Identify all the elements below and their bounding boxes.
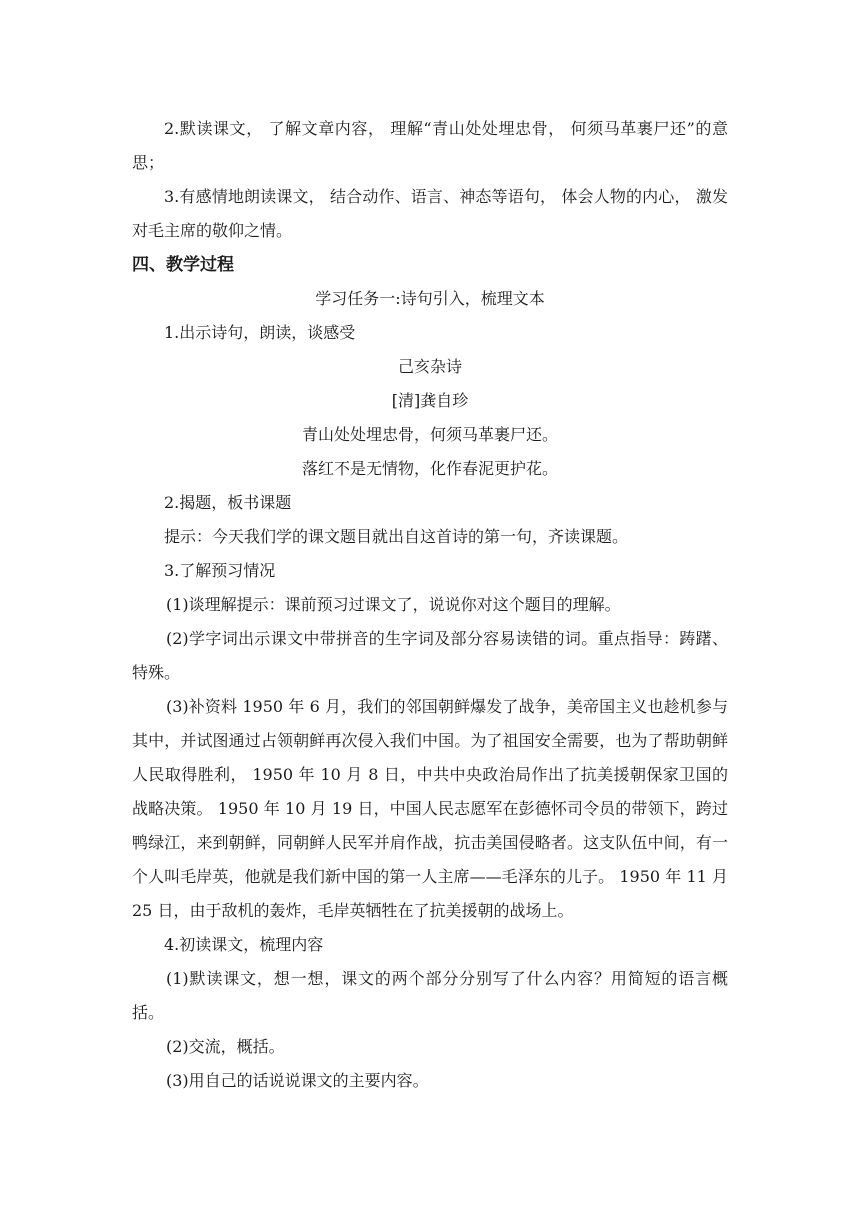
section-heading: 四、教学过程 [132, 255, 234, 275]
step-3-item-1: (1)谈理解提示：课前预习过课文了，说说你对这个题目的理解。 [166, 595, 621, 614]
objective-2: 2.默读课文， 了解文章内容， 理解“青山处处埋忠骨， 何须马革裹尸还”的意思； [132, 119, 728, 172]
step-2: 2.揭题，板书课题 [164, 493, 292, 512]
step-4-item-3: (3)用自己的话说说课文的主要内容。 [166, 1071, 429, 1090]
document-page [132, 112, 728, 1098]
step-2-hint: 提示：今天我们学的课文题目就出自这首诗的第一句，齐读课题。 [164, 527, 629, 546]
step-1: 1.出示诗句，朗读，谈感受 [164, 323, 356, 342]
poem-author: [清]龚自珍 [391, 391, 469, 410]
objective-3: 3.有感情地朗读课文， 结合动作、语言、神态等语句， 体会人物的内心， 激发对毛主席的敬仰之情。 [132, 187, 728, 240]
poem-title: 己亥杂诗 [397, 357, 462, 376]
step-3: 3.了解预习情况 [164, 561, 276, 580]
step-3-item-3: (3)补资料 1950 年 6 月，我们的邻国朝鲜爆发了战争，美帝国主义也趁机参与其中，并试图通过占领朝鲜再次侵入我们中国。为了祖国安全需要，也为了帮助朝鲜人民取得胜利， 1950 年 10 月 8 日，中共中央政治局作出了抗美援朝保家卫国的战略决策。 1950 年 10 月 19 日，中国人民志愿军在彭德怀司令员的带领下，跨过鸭绿江，来到朝鲜，同朝鲜人民军并肩作战，抗击美国侵略者。这支队伍中间，有一个人叫毛岸英，他就是我们新中国的第一人主席——毛泽东的儿子。 1950 年 11 月 25 日，由于敌机的轰炸，毛岸英牺牲在了抗美援朝的战场上。 [132, 697, 728, 920]
step-4-item-2: (2)交流，概括。 [166, 1037, 285, 1056]
poem-line-2: 落红不是无情物，化作春泥更护花。 [301, 459, 558, 478]
task-title: 学习任务一:诗句引入，梳理文本 [315, 289, 545, 308]
step-3-item-2: (2)学字词出示课文中带拼音的生字词及部分容易读错的词。重点指导：踌躇、特殊。 [132, 629, 728, 682]
poem-line-1: 青山处处埋忠骨，何须马革裹尸还。 [301, 425, 558, 444]
step-4-item-1: (1)默读课文，想一想，课文的两个部分分别写了什么内容？用简短的语言概括。 [132, 969, 728, 1022]
step-4: 4.初读课文，梳理内容 [164, 935, 324, 954]
